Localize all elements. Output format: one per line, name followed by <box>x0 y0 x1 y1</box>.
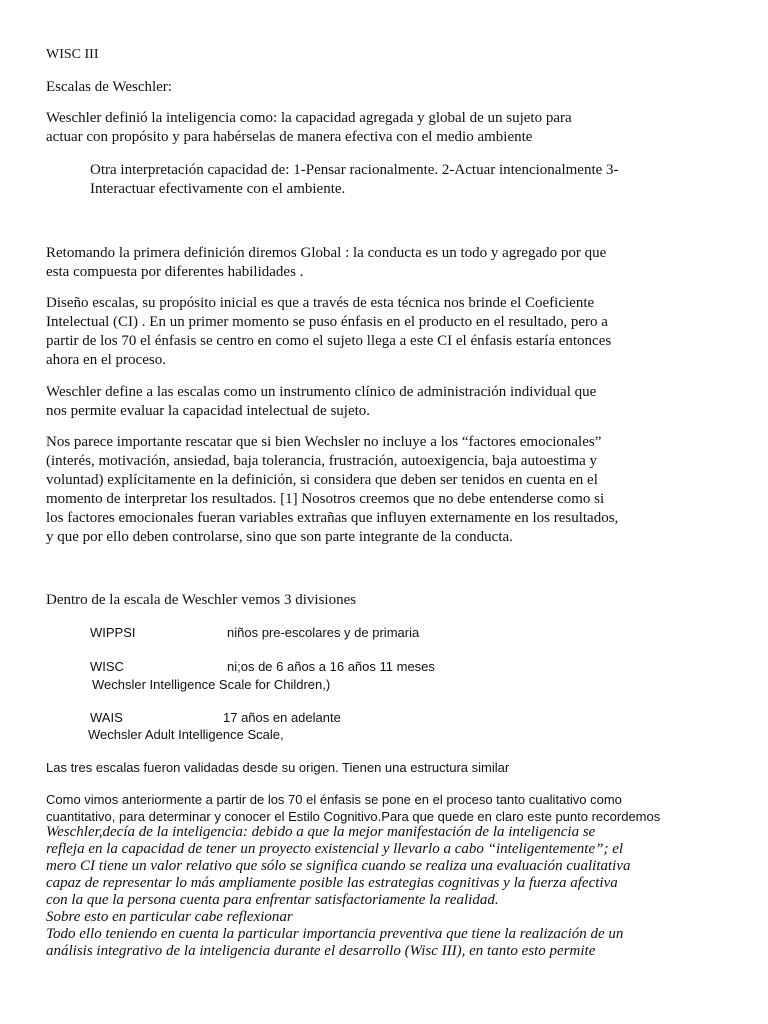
scale-full-wais: Wechsler Adult Intelligence Scale, <box>88 727 284 742</box>
paragraph-emotional-factors <box>46 433 618 547</box>
paragraph-instrument <box>46 383 596 421</box>
paragraph-line: Intelectual (CI) . En un primer momento se puso énfasis en el producto en el resultado, pero a <box>46 314 608 330</box>
quote-line: mero CI tiene un valor relativo que sólo se significa cuando se realiza una evaluación cualitativa <box>46 858 631 874</box>
quote-weschler <box>46 824 630 960</box>
paragraph-line: Otra interpretación capacidad de: 1-Pensar racionalmente. 2-Actuar intencionalmente 3- <box>90 162 619 178</box>
quote-line: Sobre esto en particular cabe reflexionar <box>46 909 293 925</box>
quote-line: refleja en la capacidad de tener un proyecto existencial y llevarlo a cabo “inteligentemente”; el <box>46 841 624 857</box>
scale-name-wisc: WISC <box>90 659 124 674</box>
paragraph-global <box>46 244 606 282</box>
paragraph-line: Interactuar efectivamente con el ambiente. <box>90 181 346 197</box>
paragraph-line: Retomando la primera definición diremos Global : la conducta es un todo y agregado por que <box>46 245 607 261</box>
quote-line: Todo ello teniendo en cuenta la particular importancia preventiva que tiene la realización de un <box>46 926 624 942</box>
validation-note: Las tres escalas fueron validadas desde su origen. Tienen una estructura similar <box>46 760 510 775</box>
doc-title: WISC III <box>46 47 99 62</box>
paragraph-line: voluntad) explícitamente en la definición, si considera que deben ser tenidos en cuenta en el <box>46 472 598 488</box>
scale-desc-wippsi: niños pre-escolares y de primaria <box>227 625 420 640</box>
paragraph-line: momento de interpretar los resultados. [1] Nosotros creemos que no debe entenderse como si <box>46 491 605 507</box>
scale-name-wais: WAIS <box>90 710 123 725</box>
paragraph-line: cuantitativo, para determinar y conocer el Estilo Cognitivo.Para que quede en claro este punto recordemos <box>46 809 661 824</box>
quote-line: análisis integrativo de la inteligencia durante el desarrollo (Wisc III), en tanto esto permite <box>46 943 596 959</box>
paragraph-line: actuar con propósito y para habérselas de manera efectiva con el medio ambiente <box>46 129 533 145</box>
paragraph-line: esta compuesta por diferentes habilidades . <box>46 264 304 280</box>
paragraph-line: Weschler definió la inteligencia como: la capacidad agregada y global de un sujeto para <box>46 110 572 126</box>
paragraph-line: Diseño escalas, su propósito inicial es que a través de esta técnica nos brinde el Coeficiente <box>46 295 595 311</box>
doc-heading: Escalas de Weschler: <box>46 79 172 95</box>
scale-desc-wisc: ni;os de 6 años a 16 años 11 meses <box>227 659 435 674</box>
scale-desc-wais: 17 años en adelante <box>223 710 341 725</box>
paragraph-interpretation <box>90 161 619 199</box>
paragraph-design <box>46 294 611 370</box>
paragraph-line: los factores emocionales fueran variables extrañas que influyen externamente en los resultados, <box>46 510 619 526</box>
paragraph-definition <box>46 109 572 147</box>
paragraph-cognitive-style <box>46 791 660 825</box>
scale-name-wippsi: WIPPSI <box>90 625 136 640</box>
paragraph-line: y que por ello deben controlarse, sino que son parte integrante de la conducta. <box>46 529 513 545</box>
quote-line: capaz de representar lo más ampliamente posible las estrategias cognitivas y la fuerza afectiva <box>46 875 618 891</box>
scale-full-wisc: Wechsler Intelligence Scale for Children,) <box>92 677 331 692</box>
paragraph-line: ahora en el proceso. <box>46 352 166 368</box>
paragraph-line: Weschler define a las escalas como un instrumento clínico de administración individual que <box>46 384 597 400</box>
paragraph-line: nos permite evaluar la capacidad intelectual de sujeto. <box>46 403 371 419</box>
divisions-heading: Dentro de la escala de Weschler vemos 3 divisiones <box>46 592 357 608</box>
paragraph-line: Nos parece importante rescatar que si bien Wechsler no incluye a los “factores emocionales” <box>46 434 602 450</box>
quote-line: con la que la persona cuenta para enfrentar satisfactoriamente la realidad. <box>46 892 499 908</box>
paragraph-line: partir de los 70 el énfasis se centro en como el sujeto llega a este CI el énfasis estaría entonces <box>46 333 612 349</box>
paragraph-line: (interés, motivación, ansiedad, baja tolerancia, frustración, autoexigencia, baja autoestima y <box>46 453 598 469</box>
quote-line: Weschler,decía de la inteligencia: debido a que la mejor manifestación de la inteligencia se <box>46 824 596 840</box>
paragraph-line: Como vimos anteriormente a partir de los 70 el énfasis se pone en el proceso tanto cualitativo como <box>46 792 622 807</box>
